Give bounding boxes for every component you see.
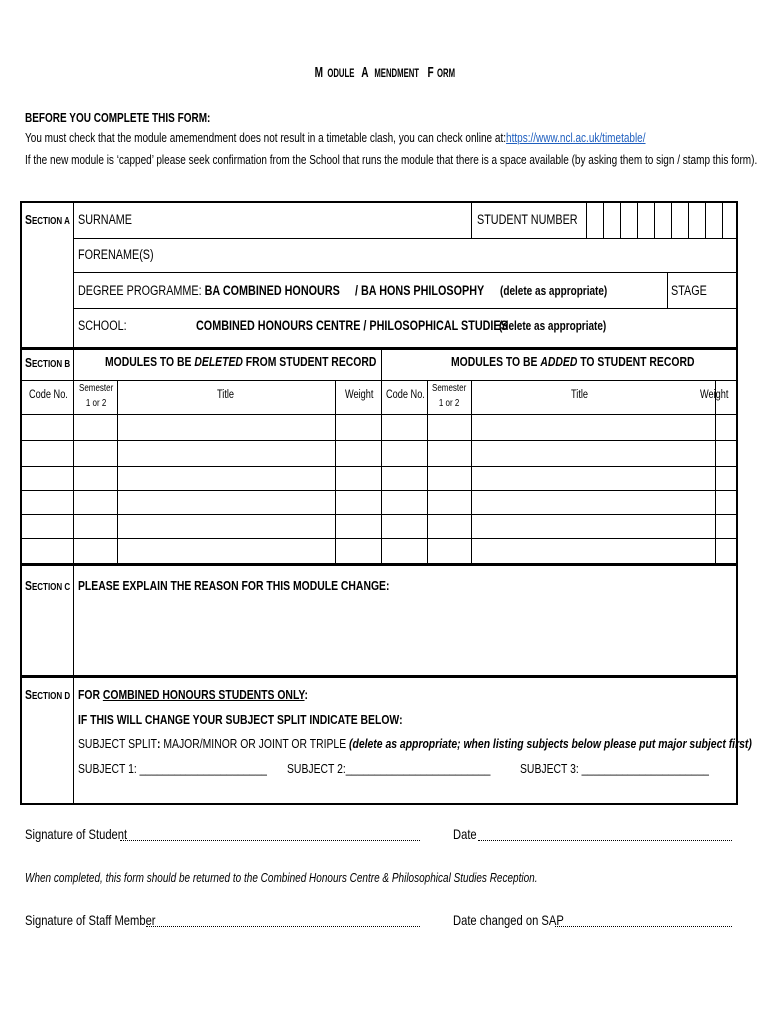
section-d-label: SECTION D <box>25 687 71 702</box>
subject-3-field[interactable]: SUBJECT 3: ______________________ <box>520 761 709 776</box>
form-title: M ODULE A MENDMENT F ORM <box>314 64 455 81</box>
timetable-link[interactable]: https://www.ncl.ac.uk/timetable/ <box>506 131 646 145</box>
reason-prompt: PLEASE EXPLAIN THE REASON FOR THIS MODULE CHANGE: <box>78 578 390 593</box>
school-value: COMBINED HONOURS CENTRE / PHILOSOPHICAL STUDIES <box>196 318 508 333</box>
student-signature-field[interactable] <box>120 840 420 841</box>
student-number-label: STUDENT NUMBER <box>477 212 578 227</box>
intro-heading: BEFORE YOU COMPLETE THIS FORM: <box>25 111 211 125</box>
staff-signature-label: Signature of Staff Member <box>25 912 156 928</box>
subject-split-heading: IF THIS WILL CHANGE YOUR SUBJECT SPLIT INDICATE BELOW: <box>78 712 403 727</box>
del-code-header: Code No. <box>29 389 68 401</box>
intro-line-1-text: You must check that the module amemendment does not result in a timetable clash, you can check online at: <box>25 131 507 145</box>
sap-date-label: Date changed on SAP <box>453 912 564 928</box>
add-semester-header: Semester 1 or 2 <box>432 383 467 409</box>
forenames-field[interactable] <box>180 239 735 269</box>
reason-field[interactable] <box>76 598 734 672</box>
add-title-header: Title <box>571 389 589 401</box>
subject-split-line: SUBJECT SPLIT: MAJOR/MINOR OR JOINT OR TRIPLE (delete as appropriate; when listing subjects below please put major subject first) <box>78 736 752 751</box>
surname-label: SURNAME <box>78 212 133 227</box>
student-signature-label: Signature of Student <box>25 826 128 842</box>
del-weight-header: Weight <box>345 389 374 401</box>
student-number-field[interactable] <box>586 204 736 234</box>
del-title-header: Title <box>217 389 235 401</box>
deleted-modules-heading: MODULES TO BE DELETED FROM STUDENT RECORD <box>105 354 377 369</box>
added-modules-heading: MODULES TO BE ADDED TO STUDENT RECORD <box>451 354 695 369</box>
section-b-box <box>20 348 738 565</box>
combined-honours-heading: FOR COMBINED HONOURS STUDENTS ONLY: <box>78 687 308 702</box>
add-code-header: Code No. <box>386 389 425 401</box>
stage-label: STAGE <box>671 283 707 298</box>
staff-signature-field[interactable] <box>146 926 420 927</box>
subject-2-field[interactable]: SUBJECT 2:_________________________ <box>287 761 491 776</box>
section-a-label: SECTION A <box>25 212 70 227</box>
sap-date-field[interactable] <box>555 926 732 927</box>
degree-option-philosophy: / BA HONS PHILOSOPHY <box>355 283 485 298</box>
del-semester-header: Semester 1 or 2 <box>79 383 114 409</box>
add-weight-header: Weight <box>700 389 729 401</box>
forenames-label: FORENAME(S) <box>78 247 154 262</box>
date-label: Date <box>453 826 477 842</box>
degree-programme-label: DEGREE PROGRAMME: BA COMBINED HONOURS <box>78 283 340 298</box>
surname-field[interactable] <box>100 204 465 234</box>
subject-1-field[interactable]: SUBJECT 1: ______________________ <box>78 761 267 776</box>
school-delete-note: (delete as appropriate) <box>499 319 607 333</box>
intro-line-2: If the new module is ‘capped’ please seek confirmation from the School that runs the module that there is a space available (by asking them to sign / stamp this form). <box>25 153 758 167</box>
intro-line-1 <box>25 131 646 145</box>
section-b-label: SECTION B <box>25 355 71 370</box>
date-field[interactable] <box>478 840 732 841</box>
section-c-label: SECTION C <box>25 578 71 593</box>
degree-delete-note: (delete as appropriate) <box>500 284 608 298</box>
school-label: SCHOOL: <box>78 318 127 333</box>
return-instructions: When completed, this form should be returned to the Combined Honours Centre & Philosophical Studies Reception. <box>25 871 538 885</box>
